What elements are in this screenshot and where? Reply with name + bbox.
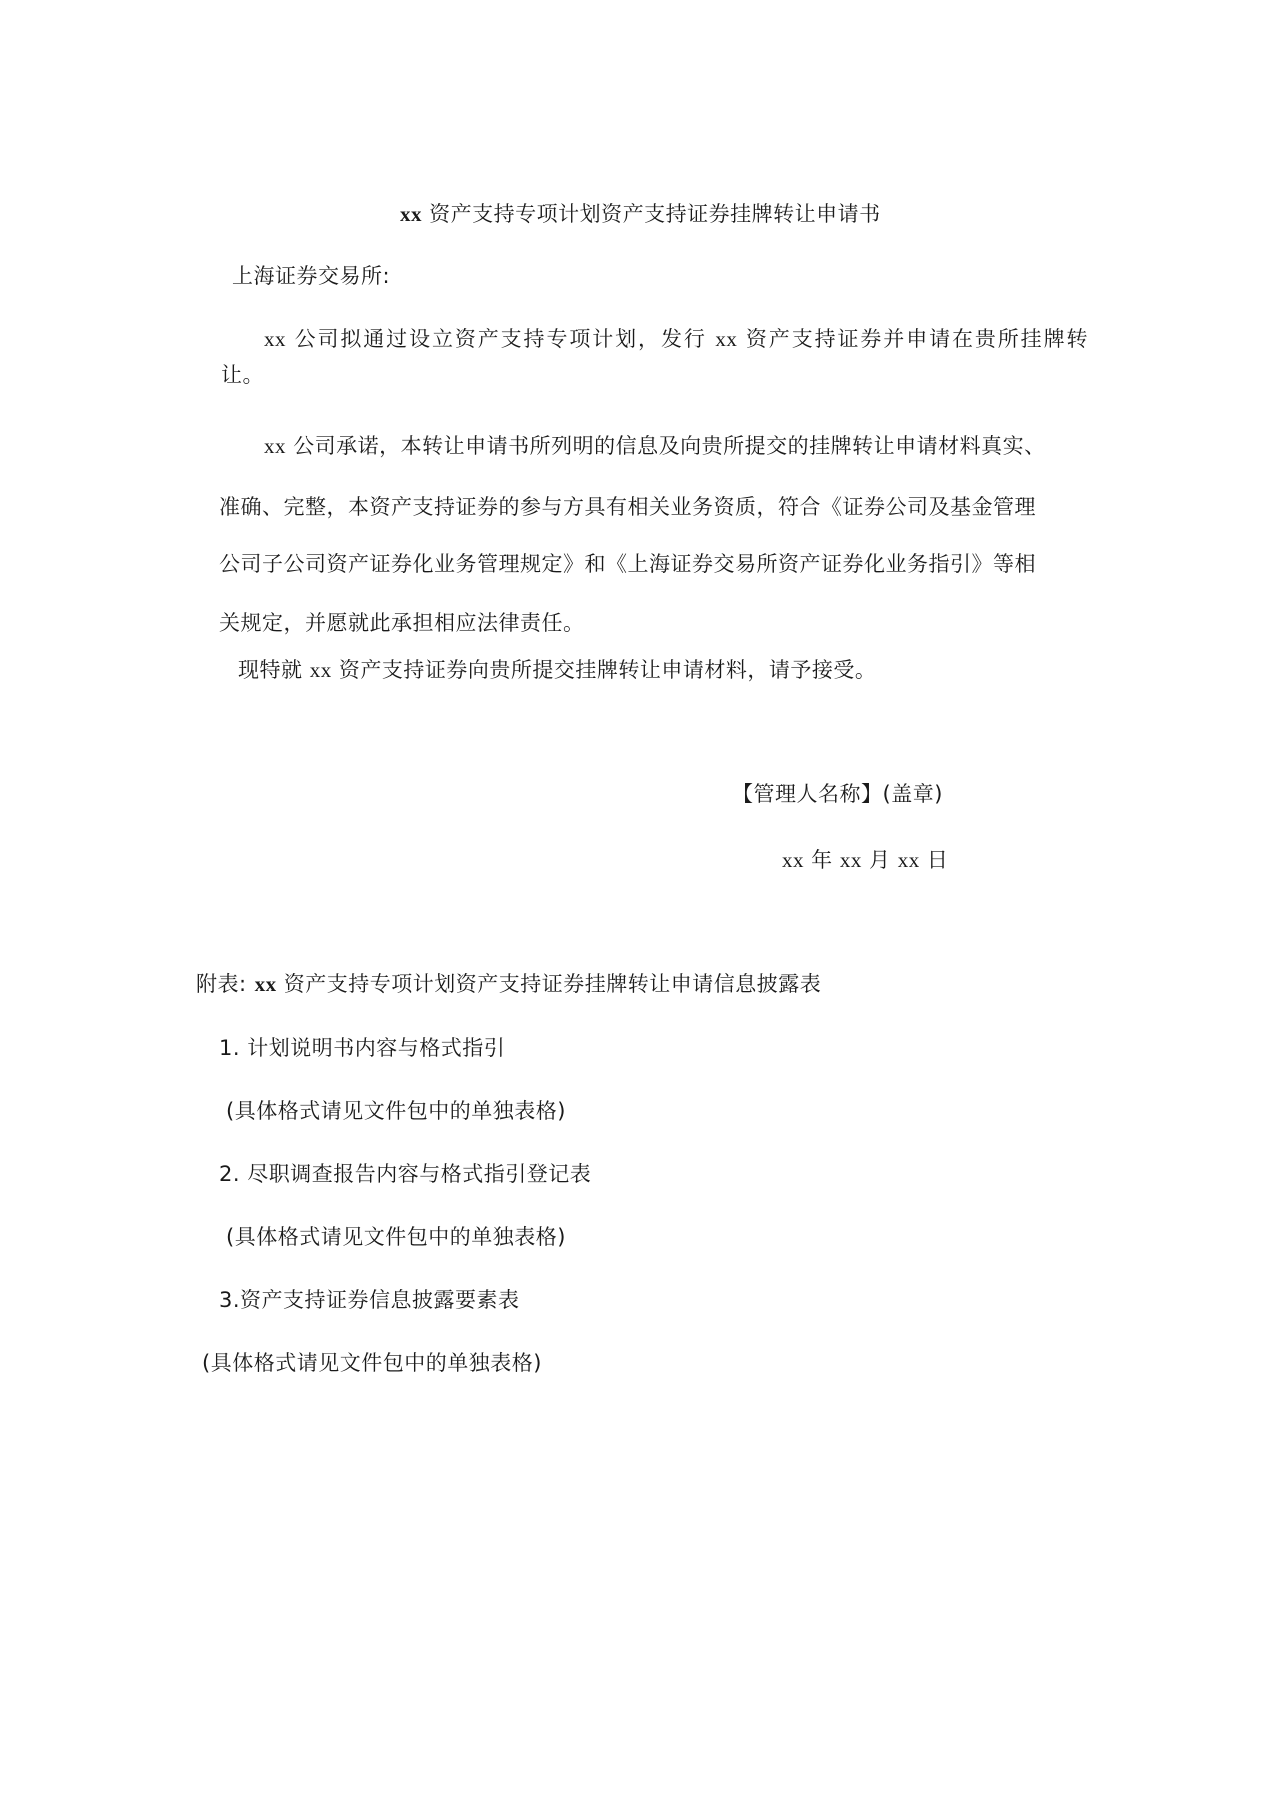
placeholder-xx: xx: [264, 434, 286, 458]
appendix-item-3: 3.资产支持证券信息披露要素表: [219, 1288, 520, 1312]
title-prefix: xx: [400, 202, 422, 226]
paragraph-2-line-1: [264, 432, 1088, 460]
date: [782, 846, 948, 874]
paragraph-2-line-4: 关规定，并愿就此承担相应法律责任。: [219, 611, 585, 635]
placeholder-xx: xx: [897, 848, 920, 872]
paragraph-text: 公司拟通过设立资产支持专项计划，发行: [286, 327, 716, 351]
paragraph-3: [238, 656, 876, 684]
placeholder-xx: xx: [715, 327, 738, 351]
placeholder-xx: xx: [254, 972, 277, 996]
appendix-item-2: 2. 尽职调查报告内容与格式指引登记表: [219, 1162, 592, 1186]
paragraph-2-line-3: 公司子公司资产证券化业务管理规定》和《上海证券交易所资产证券化业务指引》等相: [219, 552, 1036, 576]
date-text: 日: [919, 848, 949, 872]
appendix-item-1-note: (具体格式请见文件包中的单独表格): [226, 1099, 566, 1123]
appendix-title-text: 资产支持专项计划资产支持证券挂牌转让申请信息披露表: [276, 972, 822, 996]
paragraph-text: 资产支持证券向贵所提交挂牌转让申请材料，请予接受。: [331, 658, 877, 682]
date-text: 月: [861, 848, 898, 872]
appendix-title: [196, 970, 821, 998]
appendix-label: 附表:: [196, 972, 247, 996]
paragraph-text: 公司承诺，本转让申请书所列明的信息及向贵所提交的挂牌转让申请材料真实、: [286, 434, 1046, 458]
paragraph-2-line-2: 准确、完整，本资产支持证券的参与方具有相关业务资质，符合《证券公司及基金管理: [219, 495, 1036, 519]
appendix-item-3-note: (具体格式请见文件包中的单独表格): [202, 1351, 542, 1375]
document-title: [400, 200, 881, 228]
title-text: 资产支持专项计划资产支持证券挂牌转让申请书: [422, 202, 881, 226]
paragraph-text: 现特就: [238, 658, 310, 682]
placeholder-xx: xx: [309, 658, 332, 682]
placeholder-xx: xx: [782, 848, 804, 872]
placeholder-xx: xx: [264, 327, 286, 351]
appendix-item-2-note: (具体格式请见文件包中的单独表格): [226, 1225, 566, 1249]
date-text: 年: [804, 848, 840, 872]
addressee: 上海证券交易所:: [232, 264, 391, 288]
placeholder-xx: xx: [839, 848, 862, 872]
paragraph-1-line-1: [264, 325, 1088, 353]
paragraph-text: 资产支持证券并申请在贵所挂牌转: [737, 327, 1088, 351]
signature: 【管理人名称】(盖章): [732, 782, 943, 806]
paragraph-1-line-2: 让。: [221, 363, 264, 387]
appendix-item-1: 1. 计划说明书内容与格式指引: [219, 1036, 506, 1060]
